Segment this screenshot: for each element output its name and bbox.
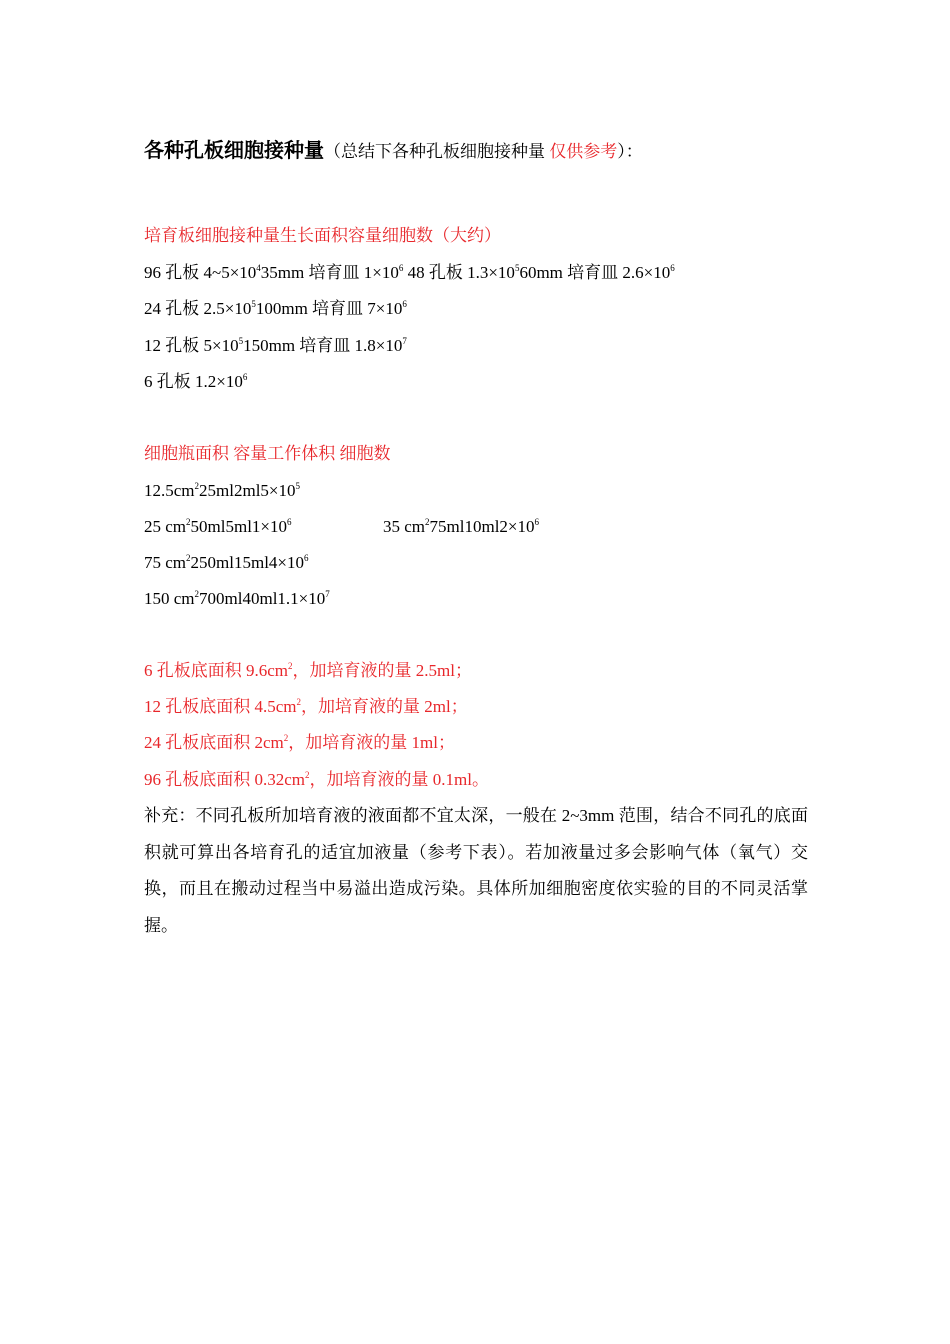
plate-row-12: 12 孔板 $5\times 10^5150mm$ 培育皿 $1.8\times 10^7$ (144, 336, 407, 355)
supplement-paragraph: 补充：不同孔板所加培育液的液面都不宜太深，一般在 2~3mm 范围，结合不同孔的底面积就可算出各培育孔的适宜加液量（参考下表）。若加液量过多会影响气体（氧气）交换，而且在搬动过程当中易溢出造成污染。具体所加细胞密度依实验的目的不同灵活掌握。 (144, 806, 808, 935)
title-open-paren: （ (324, 142, 341, 161)
title-close: ）： (617, 142, 643, 161)
plate-row-6: 6 孔板 $1.2\times 10^6$ (144, 372, 248, 391)
well-area-row-6: 6 孔板底面积 $9.6cm^2$，加培育液的量 2.5ml； (144, 661, 472, 680)
title-reference-note: 仅供参考 (549, 142, 618, 161)
flask-row-12-5: $12.5cm^225ml2ml5\times 10^5$ (144, 481, 301, 500)
flask-row-25: 25 $cm^250ml5ml1\times 10^6$ (144, 517, 292, 536)
flask-row-35: 35 $cm^275ml10ml2\times 10^6$ (383, 517, 540, 536)
flask-row-150: 150 $cm^2700ml40ml1.1\times 10^7$ (144, 589, 330, 608)
flask-row-75: 75 $cm^2250ml15ml4\times 10^6$ (144, 553, 309, 572)
title-subtitle: 总结下各种孔板细胞接种量 (341, 142, 545, 161)
page-title (144, 138, 643, 165)
well-area-row-24: 24 孔板底面积 $2cm^2$，加培育液的量 1ml； (144, 733, 455, 752)
well-area-row-12: 12 孔板底面积 $4.5cm^2$，加培育液的量 2ml； (144, 697, 468, 716)
title-main: 各种孔板细胞接种量 (144, 140, 324, 162)
flask-section-heading: 细胞瓶面积 容量工作体积 细胞数 (144, 444, 391, 463)
well-area-row-96: 96 孔板底面积 $0.32cm^2$，加培育液的量 0.1ml。 (144, 770, 489, 789)
plate-row-96-48: 96 孔板 $4\sim 5\times 10^435mm$ 培育皿 $1\times 10^6$ 48 孔板 $1.3\times 10^560mm$ 培育皿 $2.6\times 10^6$ (144, 263, 675, 282)
plate-row-24: 24 孔板 $2.5\times 10^5100mm$ 培育皿 $7\times 10^6$ (144, 299, 407, 318)
plate-section-heading: 培育板细胞接种量生长面积容量细胞数（大约） (144, 226, 501, 245)
